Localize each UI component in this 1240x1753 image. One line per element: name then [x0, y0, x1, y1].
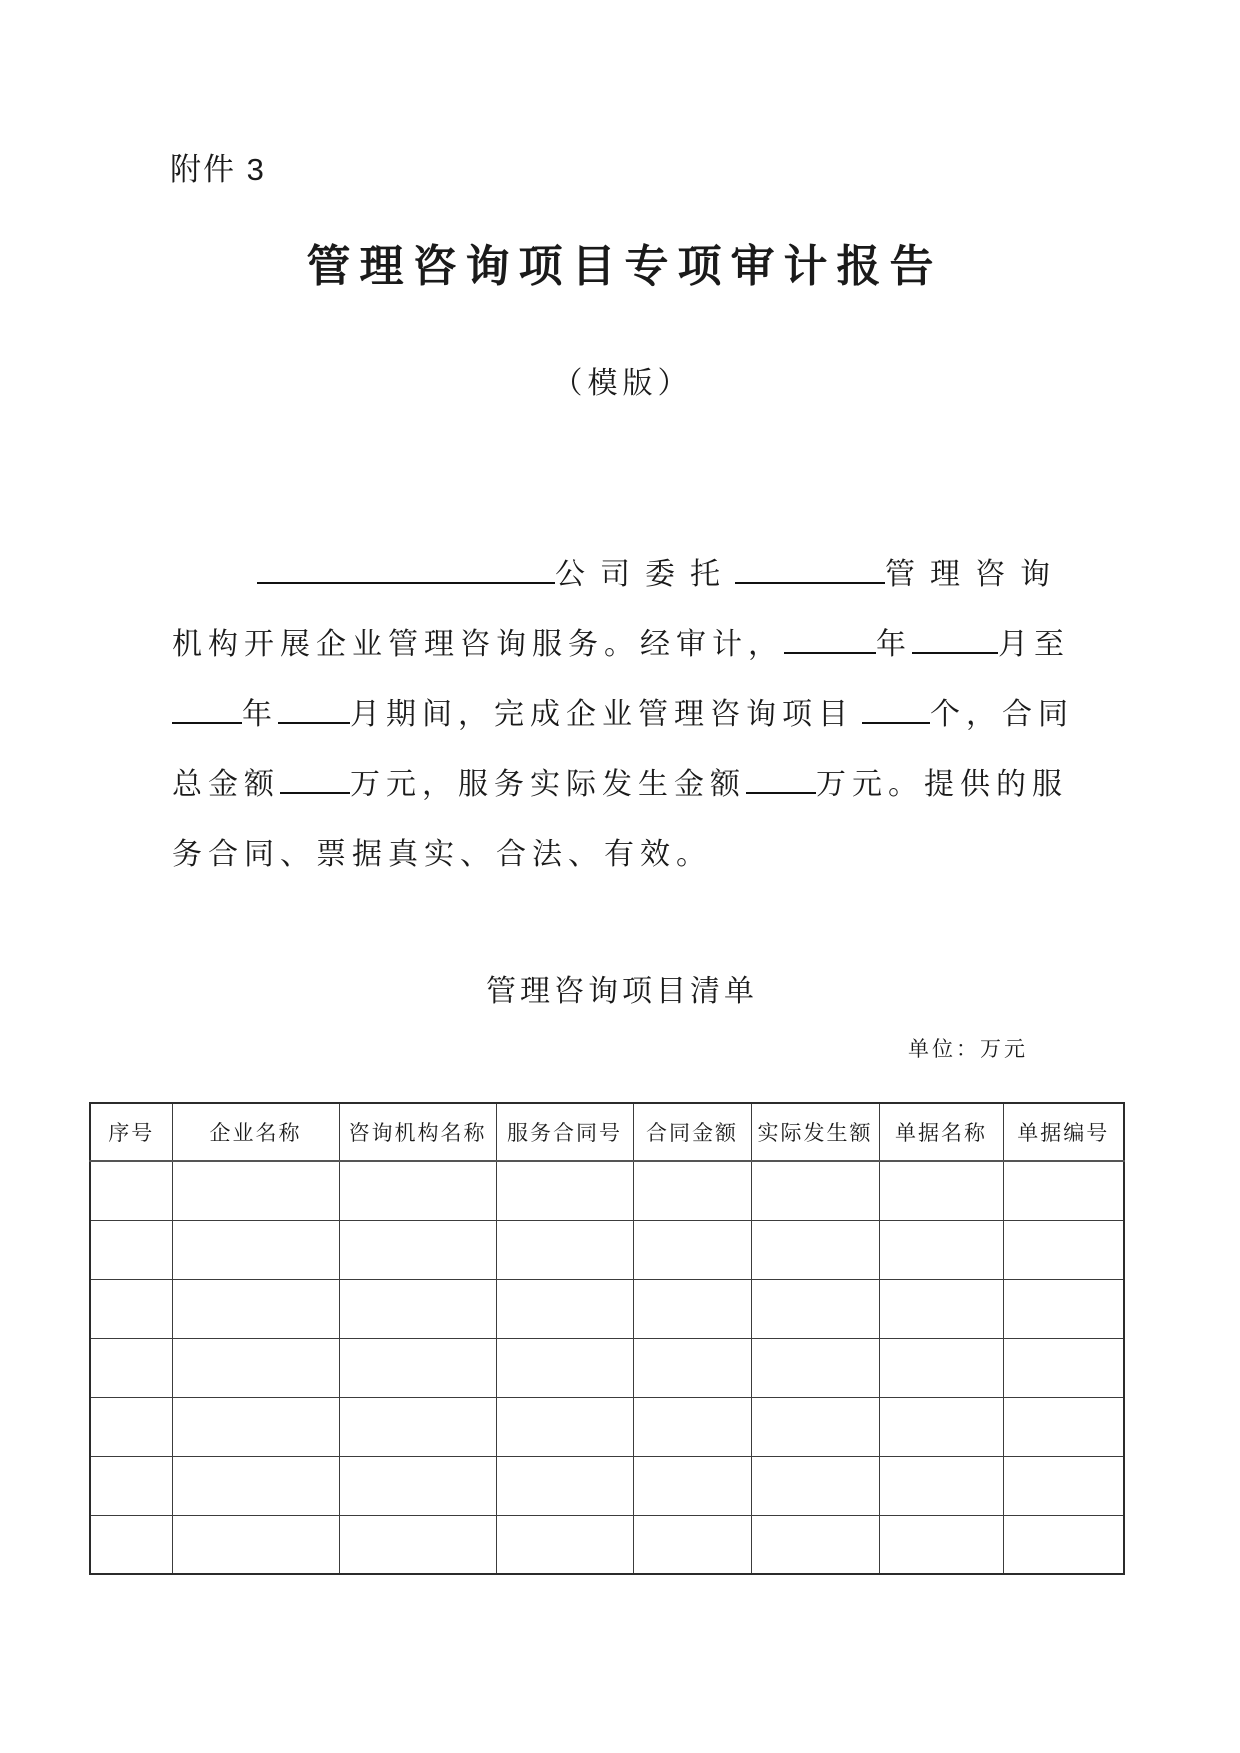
table-cell: [751, 1279, 879, 1338]
table-cell: [1003, 1220, 1124, 1279]
paragraph-text: 个，合同: [930, 698, 1074, 731]
paragraph-text: 万元。提供的服: [816, 768, 1068, 801]
table-cell: [633, 1338, 751, 1397]
table-cell: [172, 1279, 339, 1338]
table-row: [90, 1161, 1124, 1220]
table-cell: [633, 1397, 751, 1456]
table-cell: [879, 1338, 1003, 1397]
blank-underline: [746, 792, 816, 794]
project-list-table: [89, 1102, 1125, 1575]
table-cell: [633, 1220, 751, 1279]
table-cell: [751, 1515, 879, 1574]
table-cell: [633, 1279, 751, 1338]
table-header-cell: 序号: [90, 1103, 172, 1161]
document-title: 管理咨询项目专项审计报告: [306, 242, 943, 291]
table-cell: [751, 1456, 879, 1515]
body-paragraph: [172, 540, 1077, 890]
paragraph-line-1: [172, 540, 1077, 610]
table-cell: [339, 1161, 496, 1220]
table-cell: [339, 1279, 496, 1338]
table-cell: [172, 1456, 339, 1515]
table-cell: [90, 1338, 172, 1397]
table-cell: [90, 1515, 172, 1574]
blank-underline: [278, 722, 350, 724]
paragraph-line-4: [172, 750, 1077, 820]
table-cell: [879, 1515, 1003, 1574]
table-cell: [1003, 1515, 1124, 1574]
paragraph-text: 月期间，完成企业管理咨询项目: [350, 698, 854, 731]
table-header-cell: 单据名称: [879, 1103, 1003, 1161]
table-cell: [751, 1397, 879, 1456]
table-header-cell: 企业名称: [172, 1103, 339, 1161]
table-cell: [172, 1515, 339, 1574]
paragraph-text: 管理咨询: [885, 558, 1065, 591]
table-cell: [879, 1161, 1003, 1220]
table-cell: [90, 1279, 172, 1338]
table-header-cell: 实际发生额: [751, 1103, 879, 1161]
paragraph-line-2: [172, 610, 1077, 680]
blank-underline: [172, 722, 242, 724]
table-cell: [339, 1338, 496, 1397]
table-cell: [90, 1161, 172, 1220]
table-header-row: [90, 1103, 1124, 1161]
table-cell: [90, 1220, 172, 1279]
table-cell: [339, 1456, 496, 1515]
list-section-heading: 管理咨询项目清单: [486, 975, 758, 1008]
table-cell: [496, 1279, 633, 1338]
table-row: [90, 1220, 1124, 1279]
table-cell: [90, 1397, 172, 1456]
table-cell: [339, 1515, 496, 1574]
table-cell: [90, 1456, 172, 1515]
table-cell: [172, 1161, 339, 1220]
table-cell: [496, 1397, 633, 1456]
document-subtitle: （模版）: [552, 367, 693, 400]
paragraph-line-5: [172, 820, 1077, 890]
paragraph-text: 公司委托: [555, 558, 735, 591]
attachment-label: 附件 3: [170, 152, 266, 187]
table-header-cell: 服务合同号: [496, 1103, 633, 1161]
table-cell: [496, 1456, 633, 1515]
table-cell: [172, 1338, 339, 1397]
table-cell: [339, 1397, 496, 1456]
table-cell: [1003, 1279, 1124, 1338]
table-cell: [1003, 1456, 1124, 1515]
blank-underline: [735, 582, 885, 584]
blank-underline: [862, 722, 930, 724]
table-cell: [496, 1515, 633, 1574]
table-cell: [172, 1397, 339, 1456]
table-cell: [751, 1161, 879, 1220]
table-row: [90, 1397, 1124, 1456]
paragraph-text: 万元，服务实际发生金额: [350, 768, 746, 801]
paragraph-text: 务合同、票据真实、合法、有效。: [172, 838, 712, 871]
table-row: [90, 1338, 1124, 1397]
table-header-cell: 咨询机构名称: [339, 1103, 496, 1161]
table-cell: [633, 1515, 751, 1574]
table-cell: [172, 1220, 339, 1279]
unit-label: 单位：万元: [908, 1037, 1028, 1061]
table-cell: [496, 1161, 633, 1220]
blank-underline: [784, 652, 876, 654]
paragraph-text: 月至: [998, 628, 1070, 661]
table-cell: [633, 1161, 751, 1220]
blank-underline: [257, 582, 555, 584]
blank-underline: [280, 792, 350, 794]
table-body: [90, 1161, 1124, 1574]
table-cell: [879, 1279, 1003, 1338]
paragraph-text: 年: [876, 628, 912, 661]
table-cell: [1003, 1161, 1124, 1220]
table-row: [90, 1515, 1124, 1574]
paragraph-text: 机构开展企业管理咨询服务。经审计，: [172, 628, 784, 661]
table-header-cell: 单据编号: [1003, 1103, 1124, 1161]
table-cell: [339, 1220, 496, 1279]
table-row: [90, 1279, 1124, 1338]
table-cell: [879, 1456, 1003, 1515]
table-cell: [1003, 1338, 1124, 1397]
paragraph-text: 年: [242, 698, 278, 731]
blank-underline: [912, 652, 998, 654]
table-header: [90, 1103, 1124, 1161]
table-cell: [1003, 1397, 1124, 1456]
table-header-cell: 合同金额: [633, 1103, 751, 1161]
table-cell: [751, 1338, 879, 1397]
table-cell: [633, 1456, 751, 1515]
table-cell: [751, 1220, 879, 1279]
paragraph-line-3: [172, 680, 1077, 750]
table-row: [90, 1456, 1124, 1515]
paragraph-text: 总金额: [172, 768, 280, 801]
table-cell: [496, 1220, 633, 1279]
table-cell: [879, 1220, 1003, 1279]
table-cell: [879, 1397, 1003, 1456]
table-cell: [496, 1338, 633, 1397]
